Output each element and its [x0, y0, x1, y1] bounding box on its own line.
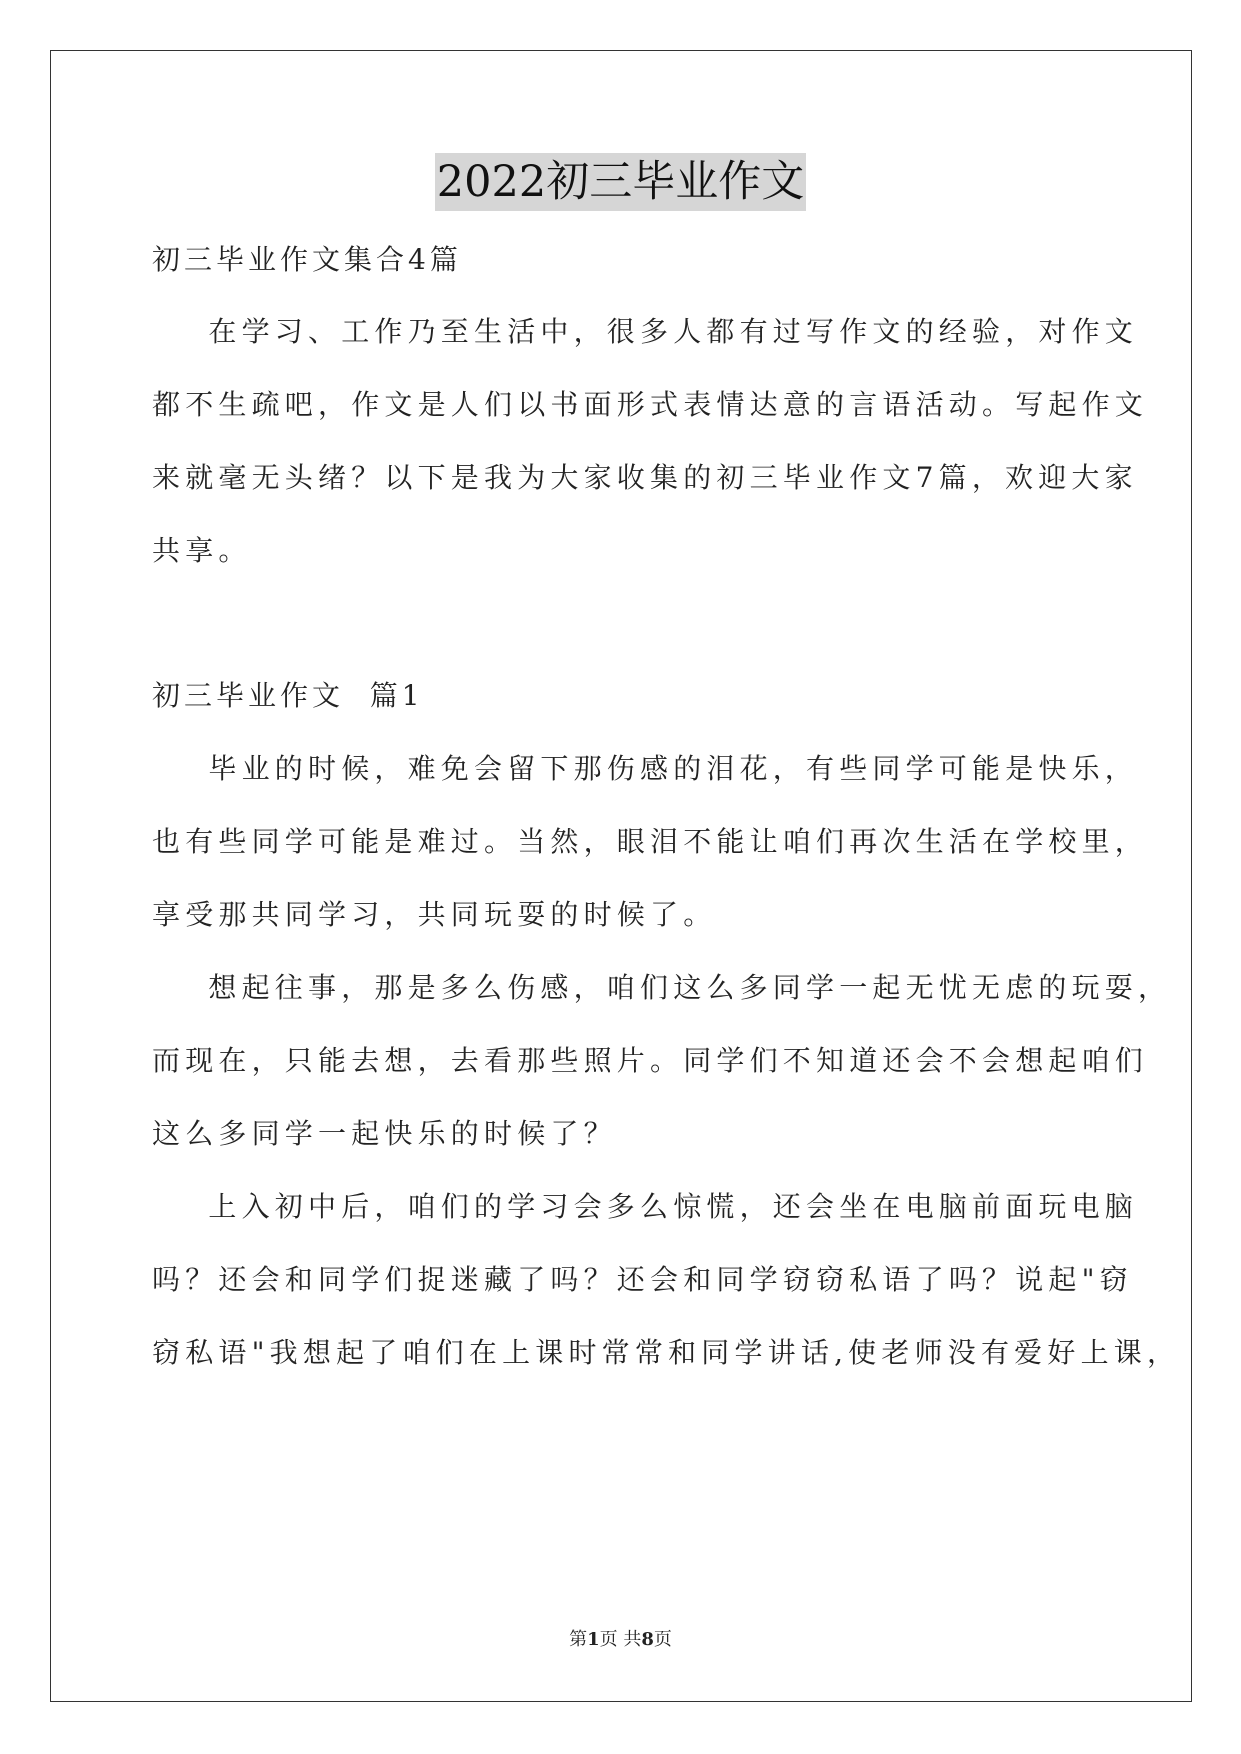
paragraph-2-line-3: 这么多同学一起快乐的时候了？ [152, 1117, 617, 1150]
page-suffix: 页 [653, 1629, 672, 1650]
paragraph-2-line-1: 想起往事，那是多么伤感，咱们这么多同学一起无忧无虑的玩耍， [152, 971, 1172, 1004]
document-title: 2022初三毕业作文 [435, 153, 806, 211]
title-container [0, 153, 1241, 211]
paragraph-1-line-1: 毕业的时候，难免会留下那伤感的泪花，有些同学可能是快乐， [152, 752, 1139, 785]
paragraph-1-line-2: 也有些同学可能是难过。当然，眼泪不能让咱们再次生活在学校里， [152, 825, 1149, 858]
intro-line-1: 在学习、工作乃至生活中，很多人都有过写作文的经验，对作文 [152, 315, 1139, 348]
intro-line-4: 共享。 [152, 534, 252, 567]
paragraph-3-line-1: 上入初中后，咱们的学习会多么惊慌，还会坐在电脑前面玩电脑 [152, 1190, 1139, 1223]
page-prefix: 第 [569, 1629, 588, 1650]
page-mid-text: 页 共 [599, 1629, 642, 1650]
section-heading: 初三毕业作文 篇1 [152, 679, 424, 712]
page-current-number: 1 [587, 1629, 600, 1650]
paragraph-3-line-2: 吗？还会和同学们捉迷藏了吗？还会和同学窃窃私语了吗？说起"窃 [152, 1263, 1133, 1296]
paragraph-2-line-2: 而现在，只能去想，去看那些照片。同学们不知道还会不会想起咱们 [152, 1044, 1149, 1077]
page-total-number: 8 [641, 1629, 654, 1650]
intro-line-3: 来就毫无头绪？以下是我为大家收集的初三毕业作文7篇，欢迎大家 [152, 461, 1138, 494]
intro-line-2: 都不生疏吧，作文是人们以书面形式表情达意的言语活动。写起作文 [152, 388, 1149, 421]
document-subtitle: 初三毕业作文集合4篇 [152, 243, 462, 276]
paragraph-3-line-3: 窃私语"我想起了咱们在上课时常常和同学讲话,使老师没有爱好上课， [152, 1336, 1181, 1369]
page-border [50, 50, 1192, 1702]
page-footer [0, 1628, 1241, 1652]
paragraph-1-line-3: 享受那共同学习，共同玩耍的时候了。 [152, 898, 717, 931]
